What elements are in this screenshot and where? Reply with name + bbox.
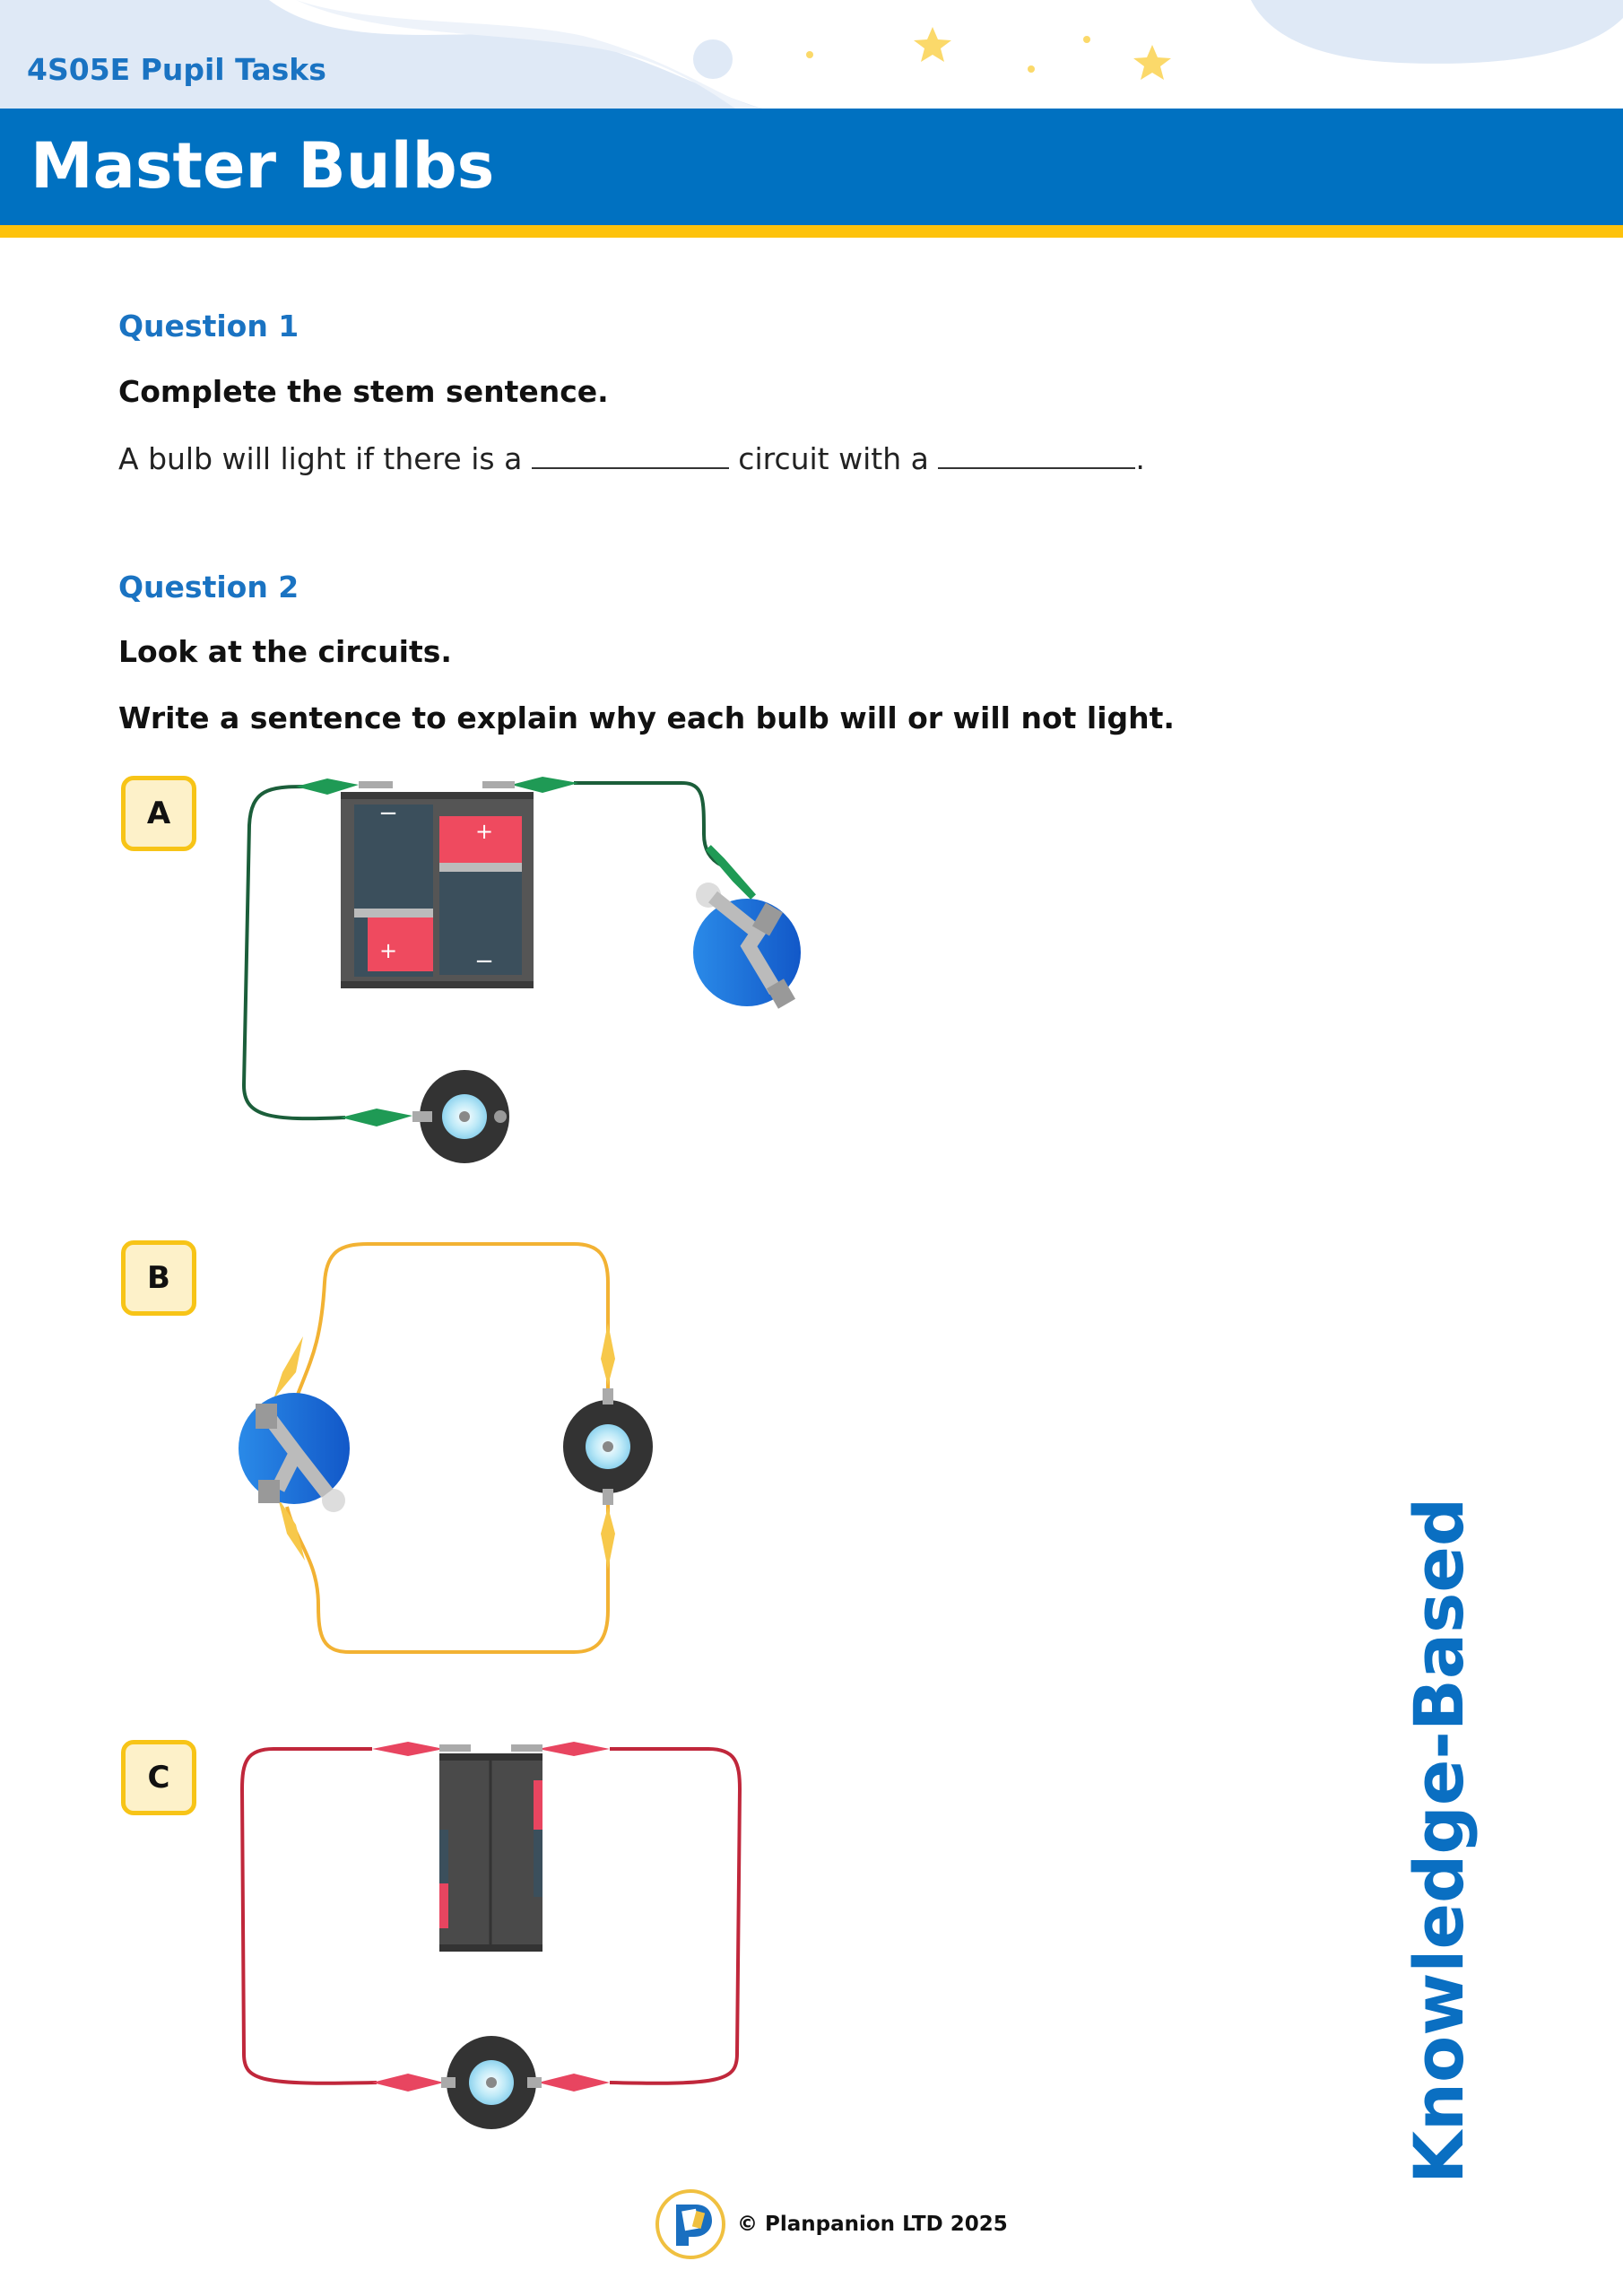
question-2-heading: Question 2: [118, 570, 299, 604]
question-2-instruction-1: Look at the circuits.: [118, 634, 452, 669]
sentence-end: .: [1135, 441, 1145, 476]
crocodile-clip: [341, 1109, 412, 1126]
side-label: Knowledge-Based: [1399, 1497, 1479, 2184]
wire: [242, 1749, 377, 2083]
battery-holder: [439, 1753, 542, 1952]
crocodile-clip: [511, 777, 578, 793]
crocodile-clip: [538, 1742, 610, 1756]
circuit-label-a: A: [121, 776, 196, 851]
stem-sentence-part1: A bulb will light if there is a: [118, 441, 523, 476]
wire: [610, 1749, 740, 2083]
crocodile-clip: [372, 2074, 444, 2092]
crocodile-clip: [601, 1507, 615, 1570]
minus-sign: −: [474, 948, 494, 975]
stem-sentence-part2: circuit with a: [738, 441, 929, 476]
wire: [574, 783, 722, 865]
circuit-label-b: B: [121, 1240, 196, 1316]
footer: [655, 2188, 1008, 2260]
crocodile-clip: [601, 1323, 615, 1386]
crocodile-clip: [538, 2074, 610, 2092]
worksheet-code: 4S05E Pupil Tasks: [27, 52, 326, 87]
switch-icon: [693, 883, 801, 1009]
wire: [244, 787, 345, 1118]
page-title: Master Bulbs: [30, 129, 495, 203]
plus-sign: +: [378, 938, 398, 963]
copyright-text: © Planpanion LTD 2025: [737, 2213, 1008, 2236]
question-1-instruction: Complete the stem sentence.: [118, 374, 609, 409]
switch-icon: [239, 1393, 350, 1512]
circuit-label-c: C: [121, 1740, 196, 1815]
bulb-icon: [412, 1070, 509, 1163]
battery-holder: [341, 792, 534, 988]
circuit-a: [244, 777, 801, 1163]
bulb-icon: [441, 2036, 542, 2129]
crocodile-clip: [278, 1498, 305, 1561]
circuit-b: [239, 1244, 653, 1652]
question-2-instruction-2: Write a sentence to explain why each bulb will or will not light.: [118, 700, 1175, 735]
minus-sign: −: [378, 800, 398, 827]
planpanion-logo-icon: [655, 2188, 726, 2260]
bulb-icon: [563, 1388, 653, 1505]
question-1-heading: Question 1: [118, 309, 299, 344]
circuit-c: [242, 1742, 740, 2129]
plus-sign: +: [474, 819, 494, 844]
crocodile-clip: [372, 1742, 444, 1756]
